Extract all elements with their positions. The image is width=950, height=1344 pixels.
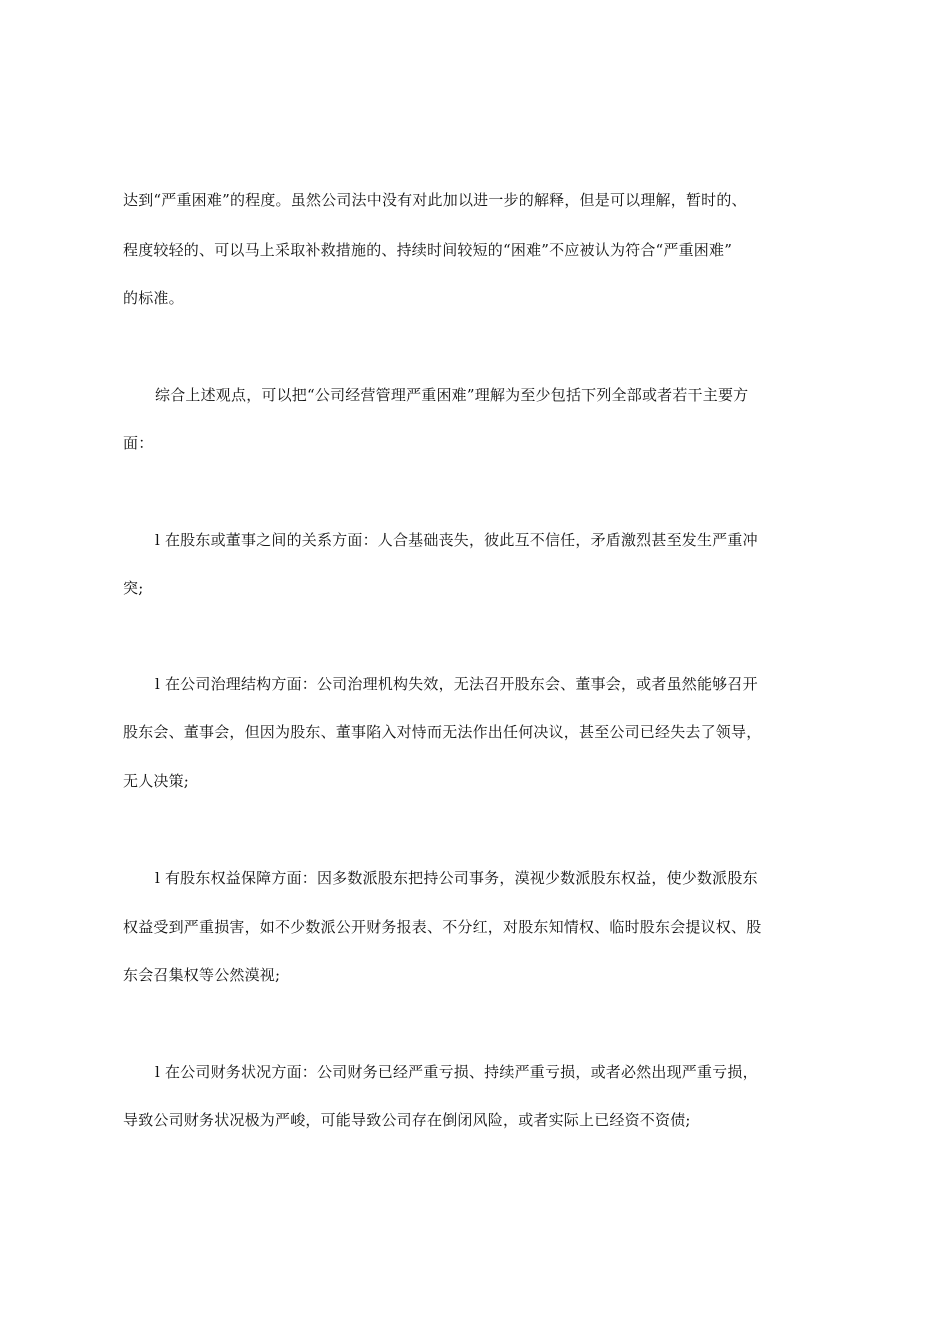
list-item-3-line-1: l 有股东权益保障方面：因多数派股东把持公司事务，漠视少数派股东权益，使少数派股东 — [155, 869, 758, 887]
list-item-3-line-3: 东会召集权等公然漠视; — [123, 966, 281, 984]
list-item-4-line-2: 导致公司财务状况极为严峻，可能导致公司存在倒闭风险，或者实际上已经资不资债; — [123, 1111, 691, 1129]
paragraph-1-line-2: 程度较轻的、可以马上采取补救措施的、持续时间较短的“困难”不应被认为符合“严重困难” — [123, 241, 733, 259]
list-item-3-line-2: 权益受到严重损害，如不少数派公开财务报表、不分红，对股东知情权、临时股东会提议权、股 — [123, 918, 762, 936]
paragraph-1-line-3: 的标准。 — [123, 289, 184, 307]
paragraph-2-line-2: 面： — [123, 434, 154, 452]
list-item-2-line-3: 无人决策; — [123, 772, 190, 790]
paragraph-2-line-1: 综合上述观点，可以把“公司经营管理严重困难”理解为至少包括下列全部或者若干主要方 — [155, 386, 749, 404]
list-item-2-line-2: 股东会、董事会，但因为股东、董事陷入对恃而无法作出任何决议，甚至公司已经失去了领导， — [123, 723, 762, 741]
list-item-1-line-1: l 在股东或董事之间的关系方面：人合基础丧失，彼此互不信任，矛盾激烈甚至发生严重冲 — [155, 531, 758, 549]
list-item-4-line-1: l 在公司财务状况方面：公司财务已经严重亏损、持续严重亏损，或者必然出现严重亏损， — [155, 1063, 758, 1081]
list-item-1-line-2: 突; — [123, 579, 144, 597]
paragraph-1-line-1: 达到“严重困难”的程度。虽然公司法中没有对此加以进一步的解释，但是可以理解，暂时的、 — [123, 191, 747, 209]
list-item-2-line-1: l 在公司治理结构方面：公司治理机构失效，无法召开股东会、董事会，或者虽然能够召开 — [155, 675, 758, 693]
